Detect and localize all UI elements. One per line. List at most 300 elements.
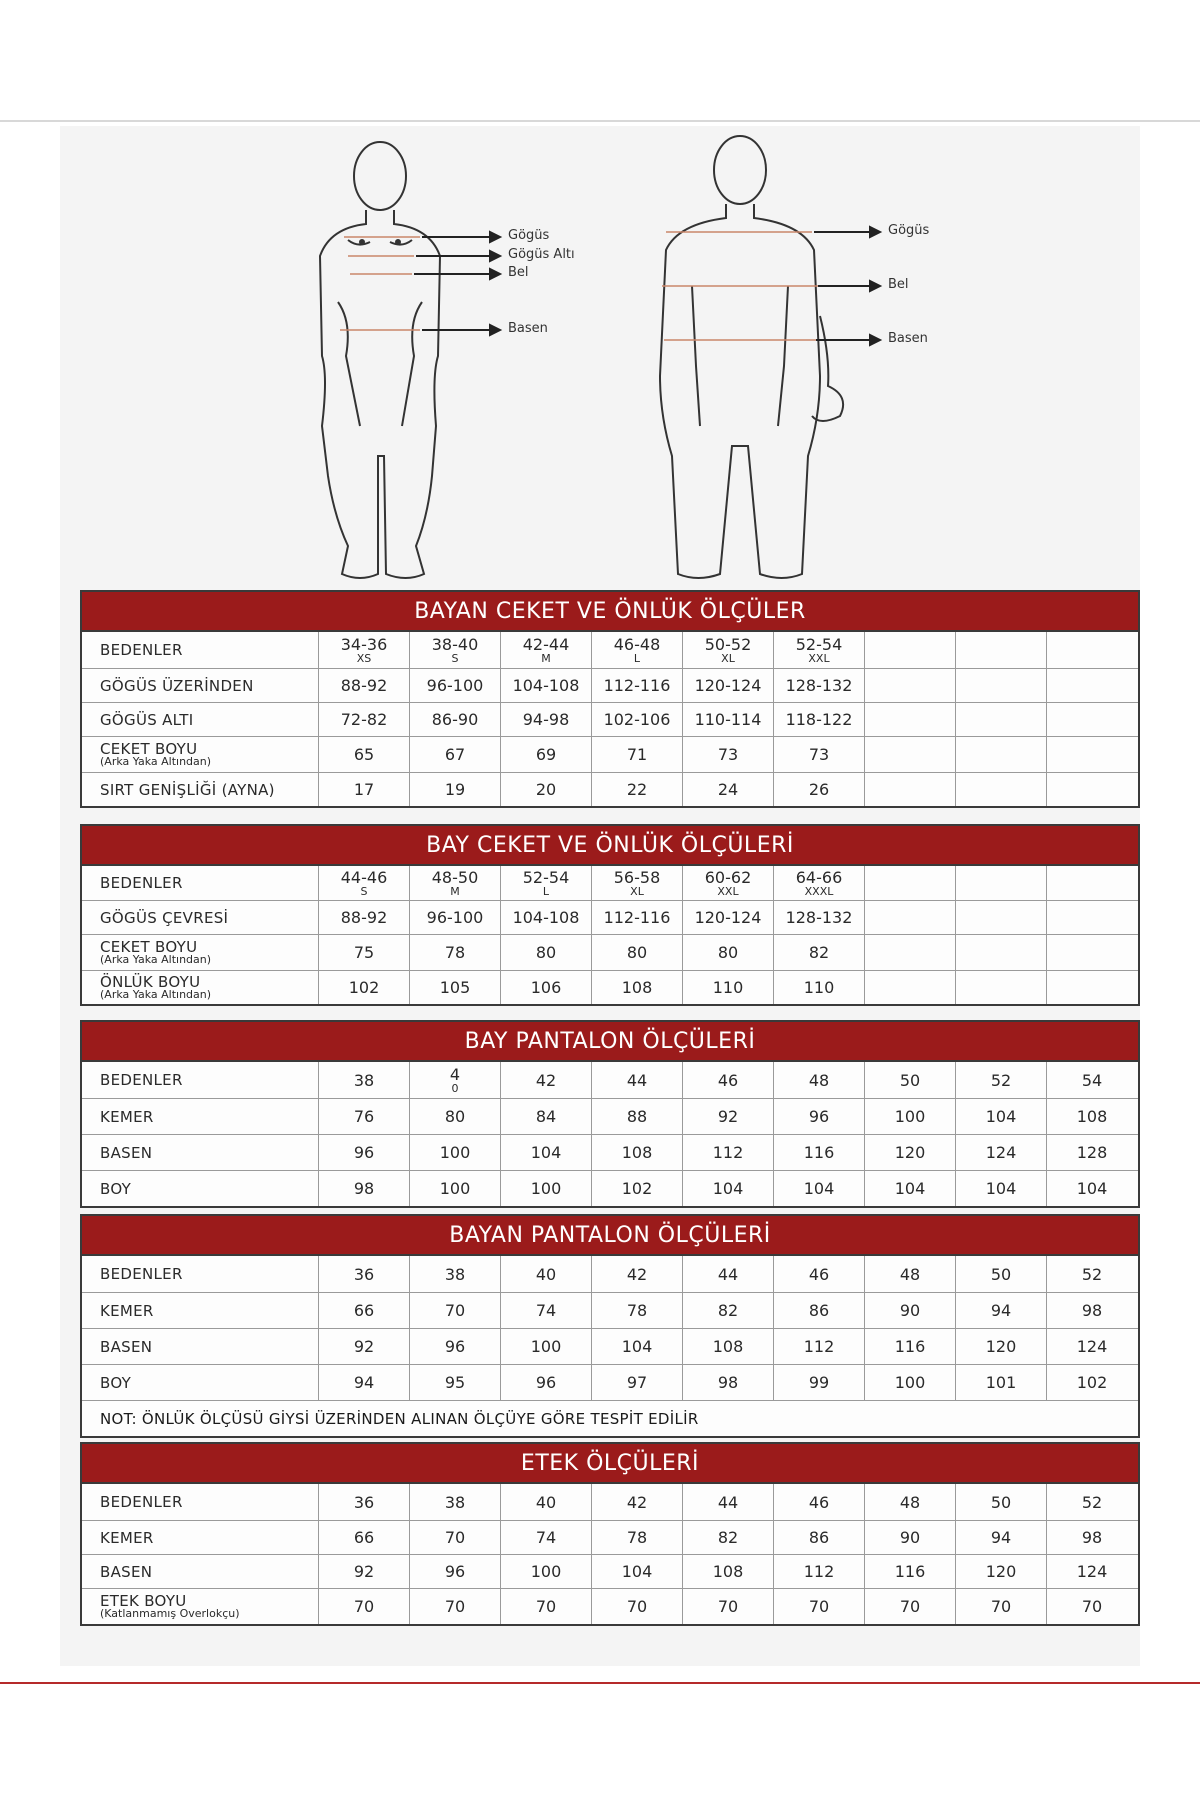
cell-value: 96 (444, 1337, 466, 1356)
cell-value: 120 (985, 1337, 1017, 1356)
cell-value: 94-98 (522, 710, 570, 729)
table-cell (682, 737, 773, 772)
table-cell (409, 1365, 500, 1400)
cell-value: 102 (1076, 1373, 1108, 1392)
cell-value: 52 (990, 1070, 1012, 1090)
table-cell (500, 1171, 591, 1206)
cell-value: 44 (717, 1264, 739, 1284)
table-cell (955, 866, 1046, 900)
table-cell (682, 1062, 773, 1098)
table-bay-ceket (80, 824, 1140, 1006)
table-cell (955, 1062, 1046, 1098)
table-cell (864, 773, 955, 806)
table-cell (955, 1135, 1046, 1170)
cell-value: 90 (899, 1301, 921, 1320)
cell-value: 102 (348, 978, 380, 997)
table-cell (955, 703, 1046, 736)
cell-value: 100 (894, 1107, 926, 1126)
row-label-text: BEDENLER (100, 1071, 183, 1089)
cell-value: 52-54 (795, 634, 843, 654)
table-cell (682, 901, 773, 934)
cell-value: 70 (1081, 1597, 1103, 1616)
table-row (82, 1292, 1138, 1328)
row-label (82, 632, 318, 668)
cell-value: 42 (535, 1070, 557, 1090)
table-cell (318, 1589, 409, 1624)
cell-value: 65 (353, 745, 375, 764)
table-cell (409, 1135, 500, 1170)
cell-value: 124 (985, 1143, 1017, 1162)
cell-value: 75 (353, 943, 375, 962)
table-cell (318, 1135, 409, 1170)
table-cell (955, 935, 1046, 970)
table-cell (864, 1365, 955, 1400)
cell-value: 116 (894, 1562, 926, 1581)
table-cell (682, 632, 773, 668)
cell-value: 86 (808, 1528, 830, 1547)
cell-value: 100 (439, 1143, 471, 1162)
table-cell (318, 1555, 409, 1588)
cell-value: 82 (717, 1528, 739, 1547)
cell-value: 64-66 (795, 867, 843, 887)
cell-value: 46 (717, 1070, 739, 1090)
table-cell (682, 1293, 773, 1328)
cell-value: 19 (444, 780, 466, 799)
table-cell (682, 1365, 773, 1400)
table-row (82, 736, 1138, 772)
cell-value: 96 (353, 1143, 375, 1162)
table-cell (500, 1329, 591, 1364)
row-label-text: BASEN (100, 1562, 153, 1581)
table-cell (682, 703, 773, 736)
table-cell (500, 935, 591, 970)
cell-size-code: XS (356, 651, 372, 665)
male-body-icon (660, 136, 843, 578)
cell-size-code: XXXL (804, 884, 834, 898)
cell-value: 80 (535, 943, 557, 962)
table-cell (773, 971, 864, 1004)
cell-value: 52 (1081, 1264, 1103, 1284)
table-bay-pantalon (80, 1020, 1140, 1208)
cell-value: 120 (894, 1143, 926, 1162)
cell-value: 102 (621, 1179, 653, 1198)
table-cell (1046, 1484, 1137, 1520)
cell-value: 66 (353, 1528, 375, 1547)
table-cell (500, 1293, 591, 1328)
cell-value: 70 (535, 1597, 557, 1616)
cell-value: 100 (894, 1373, 926, 1392)
table-cell (682, 971, 773, 1004)
table-cell (773, 1589, 864, 1624)
table-cell (409, 669, 500, 702)
female-arrows (414, 232, 500, 335)
table-cell (318, 632, 409, 668)
table-cell (409, 1062, 500, 1098)
table-bayan-ceket (80, 590, 1140, 808)
cell-value: 48 (808, 1070, 830, 1090)
cell-value: 104 (712, 1179, 744, 1198)
table-cell (409, 1329, 500, 1364)
table-cell (955, 632, 1046, 668)
table-cell (500, 669, 591, 702)
row-label-text: SIRT GENİŞLİĞİ (AYNA) (100, 780, 275, 799)
cell-value: 54 (1081, 1070, 1103, 1090)
cell-value: 88-92 (340, 676, 388, 695)
table-cell (955, 669, 1046, 702)
table-cell (500, 866, 591, 900)
table-cell (682, 1329, 773, 1364)
row-label (82, 1099, 318, 1134)
table-row (82, 632, 1138, 668)
row-label (82, 773, 318, 806)
table-cell (682, 1135, 773, 1170)
row-label (82, 1293, 318, 1328)
table-cell (1046, 1135, 1137, 1170)
row-label (82, 703, 318, 736)
cell-value: 112 (803, 1562, 835, 1581)
cell-value: 46-48 (613, 634, 661, 654)
table-cell (1046, 866, 1137, 900)
row-label (82, 1329, 318, 1364)
cell-value: 69 (535, 745, 557, 764)
table-cell (409, 1099, 500, 1134)
cell-value: 120-124 (694, 676, 762, 695)
table-cell (682, 1555, 773, 1588)
cell-value: 20 (535, 780, 557, 799)
table-cell (318, 1365, 409, 1400)
table-cell (318, 1256, 409, 1292)
male-label-gogus: Gögüs (888, 223, 930, 238)
cell-value: 78 (444, 943, 466, 962)
cell-value: 104 (530, 1143, 562, 1162)
cell-value: 76 (353, 1107, 375, 1126)
table-row (82, 1256, 1138, 1292)
cell-size-code: L (633, 651, 641, 665)
cell-value: 98 (1081, 1528, 1103, 1547)
table-row (82, 1098, 1138, 1134)
cell-value: 71 (626, 745, 648, 764)
cell-value: 88-92 (340, 908, 388, 927)
cell-value: 104-108 (512, 908, 580, 927)
row-label-text: GÖGÜS ÇEVRESİ (100, 908, 229, 927)
cell-value: 44 (626, 1070, 648, 1090)
row-label-text: BEDENLER (100, 1493, 183, 1511)
cell-value: 73 (808, 745, 830, 764)
cell-size-code: XL (630, 884, 644, 898)
table-cell (318, 866, 409, 900)
cell-value: 48 (899, 1492, 921, 1512)
table-cell (864, 632, 955, 668)
table-cell (1046, 632, 1137, 668)
cell-value: 52-54 (522, 867, 570, 887)
table-cell (318, 1171, 409, 1206)
table-cell (864, 866, 955, 900)
cell-value: 82 (808, 943, 830, 962)
row-label (82, 1171, 318, 1206)
table-row (82, 1520, 1138, 1554)
table-cell (864, 1293, 955, 1328)
row-label-text: GÖGÜS ÜZERİNDEN (100, 676, 254, 695)
table-cell (500, 1256, 591, 1292)
cell-size-code: M (450, 884, 460, 898)
cell-value: 112 (803, 1337, 835, 1356)
row-sublabel: (Arka Yaka Altından) (100, 755, 212, 768)
cell-value: 26 (808, 780, 830, 799)
table-cell (409, 866, 500, 900)
table-cell (864, 901, 955, 934)
row-label-text: BOY (100, 1373, 132, 1392)
table-cell (682, 1256, 773, 1292)
row-label (82, 1484, 318, 1520)
table-cell (1046, 1555, 1137, 1588)
cell-value: 118-122 (785, 710, 853, 729)
table-cell (1046, 1365, 1137, 1400)
cell-value: 70 (808, 1597, 830, 1616)
female-label-bel: Bel (508, 265, 529, 280)
row-label (82, 1589, 318, 1624)
row-label (82, 1521, 318, 1554)
table-cell (409, 1589, 500, 1624)
table-cell (955, 1589, 1046, 1624)
cell-value: 104 (985, 1107, 1017, 1126)
table-cell (1046, 1329, 1137, 1364)
table-cell (1046, 737, 1137, 772)
cell-value: 50 (990, 1264, 1012, 1284)
table-cell (864, 737, 955, 772)
table-row (82, 1328, 1138, 1364)
cell-value: 70 (353, 1597, 375, 1616)
table-cell (864, 1329, 955, 1364)
cell-size-code: S (360, 884, 368, 898)
cell-value: 108 (712, 1562, 744, 1581)
cell-value: 92 (353, 1562, 375, 1581)
cell-value: 99 (808, 1373, 830, 1392)
table-cell (864, 1171, 955, 1206)
cell-value: 96 (808, 1107, 830, 1126)
table-row (82, 702, 1138, 736)
table-cell (773, 1171, 864, 1206)
table-cell (318, 1484, 409, 1520)
row-label (82, 971, 318, 1004)
cell-value: 98 (1081, 1301, 1103, 1320)
cell-value: 80 (626, 943, 648, 962)
cell-value: 112-116 (603, 908, 671, 927)
cell-value: 40 (535, 1264, 557, 1284)
cell-value: 4 (449, 1064, 461, 1084)
cell-value: 128 (1076, 1143, 1108, 1162)
table-cell (955, 1365, 1046, 1400)
table-cell (682, 866, 773, 900)
table-cell (773, 1555, 864, 1588)
cell-value: 80 (444, 1107, 466, 1126)
table-cell (409, 773, 500, 806)
cell-value: 38 (444, 1264, 466, 1284)
table-cell (409, 971, 500, 1004)
cell-value: 40 (535, 1492, 557, 1512)
table-cell (1046, 1521, 1137, 1554)
table-cell (682, 1521, 773, 1554)
table-cell (591, 901, 682, 934)
table-row (82, 1588, 1138, 1624)
cell-value: 104 (1076, 1179, 1108, 1198)
cell-value: 96-100 (426, 676, 484, 695)
table-row (82, 1170, 1138, 1206)
cell-value: 86-90 (431, 710, 479, 729)
row-sublabel: (Arka Yaka Altından) (100, 953, 212, 966)
table-cell (773, 935, 864, 970)
cell-value: 36 (353, 1492, 375, 1512)
cell-value: 108 (621, 1143, 653, 1162)
cell-value: 116 (894, 1337, 926, 1356)
row-sublabel: (Katlanmamış Overlokçu) (100, 1607, 240, 1620)
cell-value: 86 (808, 1301, 830, 1320)
table-cell (1046, 669, 1137, 702)
row-label (82, 669, 318, 702)
cell-value: 34-36 (340, 634, 388, 654)
table-cell (409, 703, 500, 736)
cell-size-code: S (451, 651, 459, 665)
cell-value: 17 (353, 780, 375, 799)
table-cell (864, 1484, 955, 1520)
row-label (82, 737, 318, 772)
cell-value: 128-132 (785, 908, 853, 927)
cell-value: 104 (621, 1562, 653, 1581)
table-cell (500, 901, 591, 934)
table-cell (591, 703, 682, 736)
cell-size-code: M (541, 651, 551, 665)
table-cell (773, 632, 864, 668)
cell-value: 70 (899, 1597, 921, 1616)
male-arrows (814, 227, 880, 345)
cell-value: 94 (990, 1528, 1012, 1547)
table-cell (591, 1256, 682, 1292)
table-title: BAY PANTALON ÖLÇÜLERİ (82, 1022, 1138, 1062)
table-cell (591, 1099, 682, 1134)
table-cell (591, 971, 682, 1004)
table-cell (773, 1329, 864, 1364)
row-label (82, 1555, 318, 1588)
row-sublabel: (Arka Yaka Altından) (100, 988, 212, 1001)
cell-value: 124 (1076, 1337, 1108, 1356)
table-cell (1046, 1062, 1137, 1098)
cell-value: 98 (353, 1179, 375, 1198)
table-cell (864, 1555, 955, 1588)
cell-value: 84 (535, 1107, 557, 1126)
cell-value: 46 (808, 1264, 830, 1284)
table-row (82, 866, 1138, 900)
table-cell (864, 1589, 955, 1624)
cell-value: 110-114 (694, 710, 762, 729)
table-cell (773, 737, 864, 772)
cell-value: 22 (626, 780, 648, 799)
table-row (82, 1554, 1138, 1588)
table-cell (773, 1293, 864, 1328)
table-row (82, 772, 1138, 806)
cell-value: 38-40 (431, 634, 479, 654)
table-cell (1046, 1589, 1137, 1624)
cell-value: 72-82 (340, 710, 388, 729)
table-cell (500, 1555, 591, 1588)
row-label-text: CEKET BOYU (100, 938, 198, 956)
cell-value: 70 (717, 1597, 739, 1616)
table-cell (682, 935, 773, 970)
cell-value: 48-50 (431, 867, 479, 887)
table-cell (318, 1099, 409, 1134)
table-cell (591, 632, 682, 668)
cell-value: 106 (530, 978, 562, 997)
cell-value: 104 (803, 1179, 835, 1198)
cell-value: 105 (439, 978, 471, 997)
female-measure-lines (340, 237, 420, 330)
table-row (82, 934, 1138, 970)
table-cell (864, 669, 955, 702)
row-label (82, 1256, 318, 1292)
cell-size-code: XXL (717, 884, 739, 898)
cell-value: 96 (535, 1373, 557, 1392)
table-cell (955, 1099, 1046, 1134)
cell-value: 56-58 (613, 867, 661, 887)
cell-value: 50 (990, 1492, 1012, 1512)
table-cell (591, 773, 682, 806)
table-row (82, 970, 1138, 1004)
table-cell (409, 1171, 500, 1206)
cell-value: 120 (985, 1562, 1017, 1581)
table-cell (864, 1521, 955, 1554)
cell-value: 110 (803, 978, 835, 997)
male-measure-lines (662, 232, 818, 340)
bottom-divider (0, 1682, 1200, 1684)
table-cell (500, 703, 591, 736)
table-cell (1046, 971, 1137, 1004)
cell-value: 36 (353, 1264, 375, 1284)
cell-value: 42 (626, 1492, 648, 1512)
cell-value: 100 (530, 1337, 562, 1356)
cell-value: 92 (717, 1107, 739, 1126)
table-cell (864, 1135, 955, 1170)
cell-value: 82 (717, 1301, 739, 1320)
cell-value: 78 (626, 1301, 648, 1320)
table-cell (591, 1589, 682, 1624)
cell-value: 60-62 (704, 867, 752, 887)
row-label-text: BASEN (100, 1337, 153, 1356)
table-cell (591, 1484, 682, 1520)
table-cell (864, 935, 955, 970)
cell-value: 50-52 (704, 634, 752, 654)
table-cell (1046, 1293, 1137, 1328)
table-cell (409, 1521, 500, 1554)
table-cell (409, 1293, 500, 1328)
cell-value: 66 (353, 1301, 375, 1320)
table-row (82, 900, 1138, 934)
cell-value: 112-116 (603, 676, 671, 695)
table-cell (864, 971, 955, 1004)
table-cell (773, 866, 864, 900)
row-label-text: KEMER (100, 1107, 154, 1126)
cell-value: 124 (1076, 1562, 1108, 1581)
cell-value: 98 (717, 1373, 739, 1392)
table-cell (1046, 1099, 1137, 1134)
table-cell (682, 1484, 773, 1520)
row-label-text: BOY (100, 1179, 132, 1198)
table-cell (682, 1099, 773, 1134)
table-cell (955, 1484, 1046, 1520)
table-cell (500, 1521, 591, 1554)
cell-value: 74 (535, 1301, 557, 1320)
table-etek (80, 1442, 1140, 1626)
cell-value: 24 (717, 780, 739, 799)
table-cell (591, 1365, 682, 1400)
cell-value: 73 (717, 745, 739, 764)
